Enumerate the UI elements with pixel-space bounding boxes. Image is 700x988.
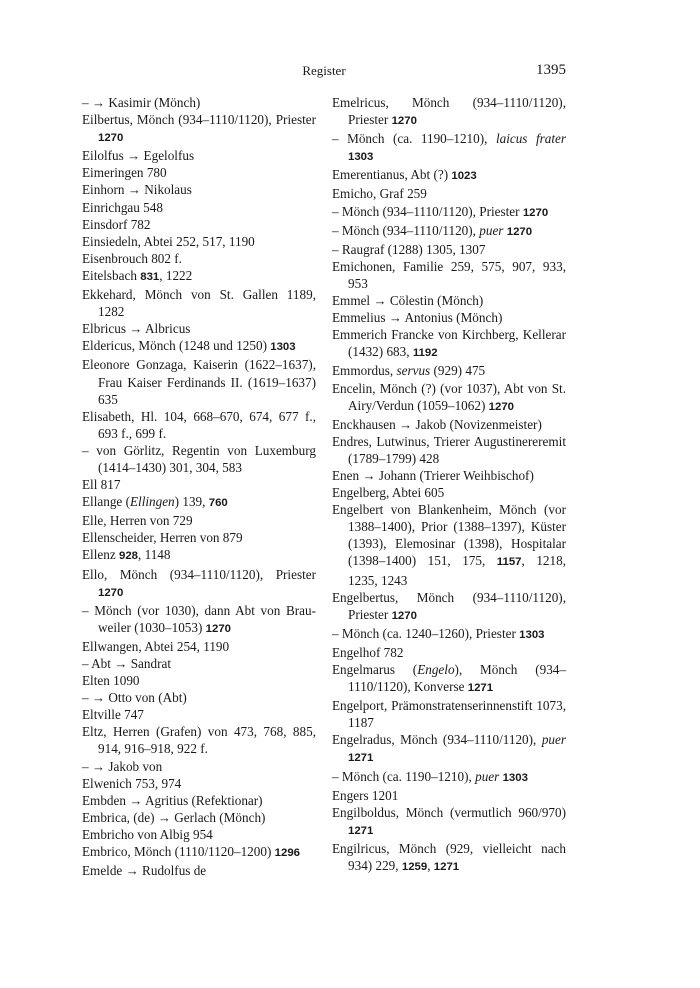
page-reference-bold: 1270: [98, 132, 124, 145]
index-entry: [332, 185, 566, 202]
entry-text: Ekkehard, Mönch von St. Gallen 1189, 1282: [82, 287, 316, 320]
entry-text: Elisabeth, Hl. 104, 668–670, 674, 677 f., 693 f., 699 f.: [82, 408, 316, 441]
entry-text: – Mönch (ca. 1240–1260), Priester: [332, 625, 520, 641]
entry-text: Embrico, Mönch (1110/1120–1200): [82, 844, 275, 860]
index-entry: [332, 768, 566, 787]
index-entry: [82, 638, 316, 655]
page-reference-bold: 1271: [433, 861, 460, 874]
index-entry: [82, 792, 316, 809]
entry-text: Einhorn → Nikolaus: [82, 182, 192, 198]
page-reference-bold: 1271: [348, 752, 374, 765]
entry-text: – Raugraf (1288) 1305, 1307: [332, 241, 486, 257]
entry-text: – Mönch (934–1110/1120),: [332, 222, 480, 238]
index-entry: [82, 758, 316, 775]
index-entry: [332, 292, 566, 309]
entry-text: ,: [427, 858, 434, 874]
index-entry: [332, 467, 566, 484]
index-entry: [332, 697, 566, 731]
entry-text: – → Jakob von: [82, 758, 163, 774]
entry-text: Elle, Herren von 729: [82, 513, 193, 529]
index-entry: [332, 731, 566, 767]
entry-text: Engelport, Prämonstratenserinnenstift 1073, 1187: [332, 698, 566, 731]
page-reference-bold: 1023: [451, 170, 477, 183]
index-entry: [82, 216, 316, 233]
page-reference-bold: 1270: [391, 609, 417, 622]
index-entry: [82, 199, 316, 216]
entry-text: – → Otto von (Abt): [82, 690, 187, 706]
page-reference-bold: 1303: [348, 151, 374, 164]
entry-text: ), Mönch (934–1110/1120), Konverse: [348, 662, 566, 695]
entry-text: – Mönch (ca. 1190–1210),: [332, 131, 496, 147]
index-entry: [82, 546, 316, 565]
entry-text: Emelricus, Mönch (934–1110/1120), Priester: [332, 95, 566, 128]
index-entry: [82, 233, 316, 250]
entry-text: Ello, Mönch (934–1110/1120), Priester: [82, 566, 316, 582]
entry-text-italic: puer: [479, 222, 504, 238]
index-entry: [82, 566, 316, 602]
index-entry: [332, 203, 566, 222]
entry-text: Engilricus, Mönch (929, vielleicht nach 934) 229,: [332, 840, 566, 874]
page-reference-bold: 831: [140, 270, 160, 283]
index-entry: [332, 362, 566, 379]
index-entry: [82, 493, 316, 512]
entry-text: Eltz, Herren (Grafen) von 473, 768, 885, 914, 916–918, 922 f.: [82, 724, 316, 757]
entry-text-italic: servus: [396, 363, 431, 379]
index-entry: [332, 625, 566, 644]
index-entry: [82, 689, 316, 706]
index-entry: [332, 787, 566, 804]
index-entry: [82, 286, 316, 320]
running-header: [82, 62, 566, 80]
page-reference-bold: 1271: [467, 682, 494, 695]
entry-text: Engelradus, Mönch (934–1110/1120),: [332, 732, 542, 748]
index-entry: [332, 222, 566, 241]
page-reference-bold: 1303: [270, 341, 296, 354]
index-entry: [82, 408, 316, 442]
index-entry: [332, 326, 566, 362]
index-entry: [332, 94, 566, 130]
index-entry: [82, 320, 316, 337]
entry-text: Elten 1090: [82, 673, 140, 689]
page-reference-bold: 1270: [522, 206, 549, 219]
entry-text: Elbricus → Albricus: [82, 321, 191, 337]
page-reference-bold: 1303: [519, 628, 545, 641]
index-entry: [82, 267, 316, 286]
index-entry: [82, 111, 316, 147]
page-reference-bold: 928: [118, 550, 138, 563]
page-reference-bold: 1303: [502, 771, 528, 784]
index-entry: [332, 840, 566, 876]
entry-text: Emicho, Graf 259: [332, 186, 427, 202]
index-entry: [82, 181, 316, 198]
entry-text: Engelbertus, Mönch (934–1110/1120), Priester: [332, 589, 566, 622]
entry-text: Eimeringen 780: [82, 165, 167, 181]
entry-text: Embrica, (de) → Gerlach (Mönch): [82, 809, 266, 825]
entry-text: Ellenz: [82, 547, 119, 563]
entry-text: Engelbert von Blankenheim, Mönch (vor 1388–1400), Prior (1388–1397), Küster (1393), Elemosinar (1398), Hospitalar (1398–1400) 151, 175,: [332, 502, 566, 569]
index-entry: [82, 94, 316, 111]
index-entry: [332, 241, 566, 258]
entry-text: Emerentianus, Abt (?): [332, 167, 452, 183]
entry-text: (929) 475: [430, 363, 486, 379]
index-entry: [332, 501, 566, 588]
index-entry: [82, 862, 316, 879]
page-number: 1395: [536, 62, 566, 78]
entry-text-italic: puer: [475, 768, 500, 784]
running-title: Register: [302, 63, 346, 78]
entry-text: Emmerich Francke von Kirchberg, Kellerar (1432) 683,: [332, 327, 566, 360]
index-entry: [82, 655, 316, 672]
entry-text: Eisenbrouch 802 f.: [82, 250, 182, 266]
entry-text: Emmel → Cölestin (Mönch): [332, 293, 484, 309]
index-entry: [82, 356, 316, 407]
index-entry: [82, 250, 316, 267]
entry-text: – Mönch (vor 1030), dann Abt von Brauweiler (1030–1053): [82, 602, 316, 635]
index-entry: [332, 309, 566, 326]
entry-text: Enen → Johann (Trierer Weihbischof): [332, 467, 534, 483]
entry-text: Ellenscheider, Herren von 879: [82, 530, 243, 546]
page-reference-bold: 1271: [348, 824, 374, 837]
entry-text: Eleonore Gonzaga, Kaiserin (1622–1637), Frau Kaiser Ferdinands II. (1619–1637) 635: [82, 357, 316, 407]
entry-text-italic: Ellingen: [129, 494, 175, 510]
entry-text: – Mönch (ca. 1190–1210),: [332, 768, 476, 784]
page-reference-bold: 1270: [506, 225, 533, 238]
index-entry: [332, 130, 566, 166]
page-reference-bold: 1270: [391, 115, 417, 128]
page-reference-bold: 1270: [488, 400, 514, 413]
entry-text: Endres, Lutwinus, Trierer Augustinereremit (1789–1799) 428: [332, 433, 566, 466]
index-entry: [82, 843, 316, 862]
entry-text: Eltville 747: [82, 707, 144, 723]
entry-text: Elwenich 753, 974: [82, 775, 182, 791]
entry-text: Einsiedeln, Abtei 252, 517, 1190: [82, 233, 255, 249]
entry-text: Ellange (: [82, 494, 130, 510]
entry-text: Enckhausen → Jakob (Novizenmeister): [332, 416, 542, 432]
index-entry: [332, 484, 566, 501]
entry-text: – Mönch (934–1110/1120), Priester: [332, 203, 523, 219]
entry-text: Engelmarus (: [332, 662, 418, 677]
index-entry: [332, 258, 566, 292]
index-entry: [82, 672, 316, 689]
entry-text: – → Kasimir (Mönch): [82, 95, 201, 110]
entry-text: Eitelsbach: [82, 267, 141, 283]
entry-text: Embden → Agritius (Refektionar): [82, 792, 263, 808]
entry-text-italic: laicus frater: [495, 131, 566, 147]
entry-text: , 1222: [159, 267, 193, 283]
index-entry: [82, 775, 316, 792]
entry-text: Eilolfus → Egelolfus: [82, 148, 195, 164]
entry-text: Engilboldus, Mönch (vermutlich 960/970): [332, 804, 566, 820]
page-reference-bold: 1296: [274, 847, 300, 860]
entry-text: Emelde → Rudolfus de: [82, 863, 207, 879]
index-entry: [332, 644, 566, 661]
entry-text-italic: puer: [541, 732, 566, 748]
entry-text: Eilbertus, Mönch (934–1110/1120), Priester: [82, 112, 316, 128]
index-entry: [332, 166, 566, 185]
entry-text: Encelin, Mönch (?) (vor 1037), Abt von St. Airy/Verdun (1059–1062): [332, 380, 566, 413]
index-entry: [82, 529, 316, 546]
index-entry: [82, 706, 316, 723]
page-reference-bold: 1192: [412, 347, 438, 360]
index-entry: [332, 589, 566, 625]
page-reference-bold: 1157: [496, 556, 522, 569]
index-entry: [82, 476, 316, 493]
entry-text: Emmordus,: [332, 363, 397, 379]
entry-text: ) 139,: [174, 494, 209, 510]
page-reference-bold: 1270: [98, 586, 124, 599]
index-column-left: [82, 94, 316, 879]
index-entry: [82, 602, 316, 638]
index-entry: [82, 147, 316, 164]
entry-text: – Abt → Sandrat: [82, 656, 172, 671]
index-entry: [82, 512, 316, 529]
index-entry: [332, 661, 566, 697]
entry-text: – von Görlitz, Regentin von Luxemburg (1414–1430) 301, 304, 583: [82, 442, 316, 475]
index-column-right: [332, 94, 566, 876]
entry-text: Eldericus, Mönch (1248 und 1250): [82, 338, 271, 354]
page-reference-bold: 760: [208, 497, 228, 510]
entry-text: Embricho von Albig 954: [82, 826, 213, 842]
index-entry: [82, 809, 316, 826]
entry-text: Ell 817: [82, 477, 121, 493]
entry-text: , 1148: [138, 547, 171, 563]
index-entry: [332, 433, 566, 467]
index-entry: [82, 337, 316, 356]
index-entry: [332, 416, 566, 433]
entry-text: Emichonen, Familie 259, 575, 907, 933, 953: [332, 258, 566, 291]
index-entry: [82, 164, 316, 181]
entry-text: Einsdorf 782: [82, 216, 151, 232]
entry-text: Engelberg, Abtei 605: [332, 485, 445, 501]
entry-text: Ellwangen, Abtei 254, 1190: [82, 638, 230, 654]
entry-text: Engelhof 782: [332, 644, 404, 660]
entry-text-italic: Engelo: [417, 662, 455, 677]
index-entry: [332, 380, 566, 416]
index-entry: [332, 804, 566, 840]
index-entry: [82, 442, 316, 476]
entry-text: Einrichgau 548: [82, 199, 163, 215]
page-reference-bold: 1270: [205, 622, 232, 635]
entry-text: Emmelius → Antonius (Mönch): [332, 310, 503, 326]
index-entry: [82, 723, 316, 757]
index-entry: [82, 826, 316, 843]
page-reference-bold: 1259: [401, 861, 428, 874]
entry-text: Engers 1201: [332, 787, 399, 803]
entry-text: , 1218, 1235, 1243: [348, 553, 566, 588]
